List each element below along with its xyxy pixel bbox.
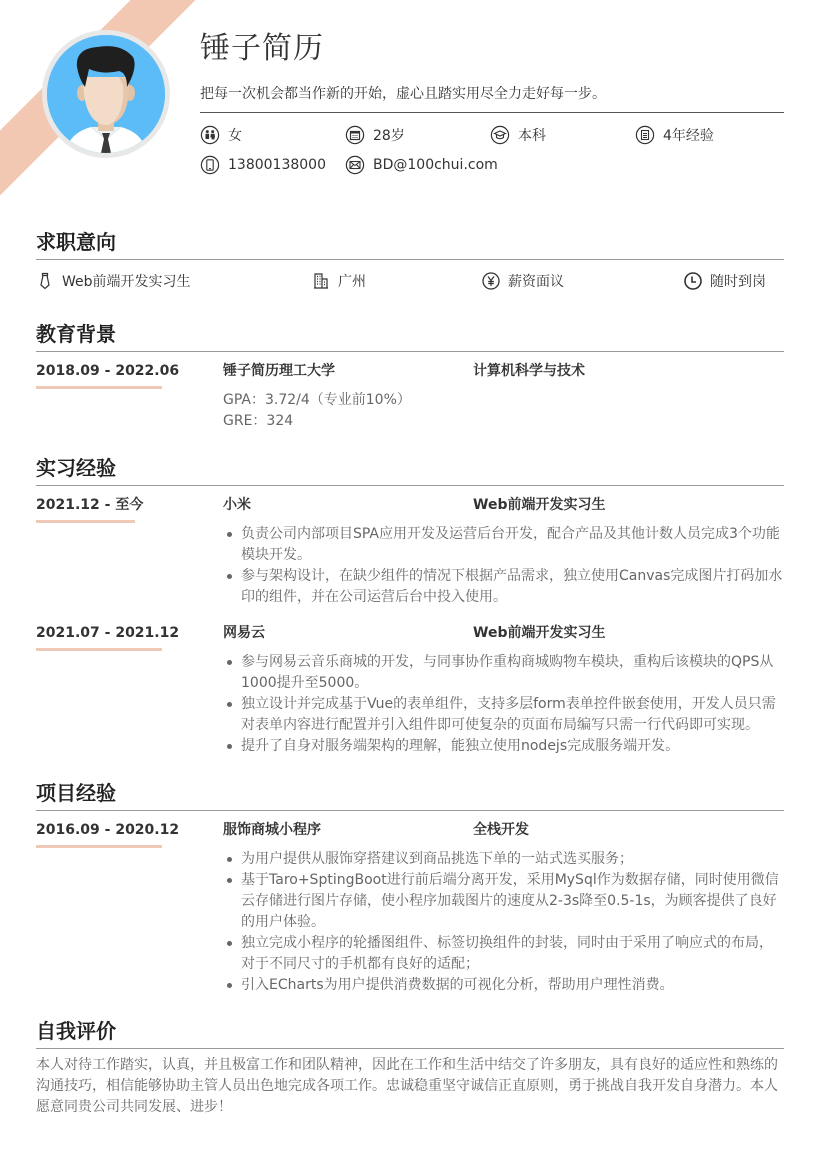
- school-name: 锤子简历理工大学: [223, 363, 335, 379]
- bullet-item: 参与架构设计，在缺少组件的情况下根据产品需求，独立使用Canvas完成图片打码加水印的组件，并在公司运营后台中投入使用。: [223, 566, 784, 608]
- section-divider: [36, 259, 784, 260]
- section-divider: [36, 351, 784, 352]
- section-internship: [36, 454, 784, 757]
- date-underline: [36, 648, 162, 651]
- project-entry: [36, 820, 784, 996]
- date-underline: [36, 520, 135, 523]
- intent-availability: [684, 271, 766, 291]
- section-divider: [36, 1048, 784, 1049]
- job-intent-row: [36, 271, 784, 291]
- date-underline: [36, 845, 162, 848]
- clock-icon: [684, 272, 702, 290]
- section-divider: [36, 485, 784, 486]
- bullet-list: [223, 524, 784, 608]
- age-value: 28岁: [373, 128, 405, 144]
- graduation-cap-icon: [490, 125, 510, 145]
- internship-entry: [36, 495, 784, 608]
- intent-city-value: 广州: [338, 274, 366, 290]
- mail-icon: [345, 155, 365, 175]
- avatar-illustration: [47, 35, 165, 153]
- experience-value: 4年经验: [663, 128, 714, 144]
- intent-position: [36, 271, 312, 291]
- avatar: [42, 30, 170, 158]
- calendar-icon: [345, 125, 365, 145]
- section-job-intent: [36, 228, 784, 291]
- intent-salary: [482, 271, 684, 291]
- section-education: [36, 320, 784, 432]
- info-experience: [635, 125, 784, 145]
- basic-info-grid: [200, 125, 784, 175]
- internship-entry: [36, 623, 784, 757]
- gender-value: 女: [228, 128, 242, 144]
- document-icon: [635, 125, 655, 145]
- entry-date: 2021.12 - 至今: [36, 497, 144, 513]
- self-evaluation-text: 本人对待工作踏实，认真，并且极富工作和团队精神，因此在工作和生活中结交了许多朋友，具有良好的适应性和熟练的沟通技巧，相信能够协助主管人员出色地完成各项工作。忠诚稳重坚守诚信正直原则，勇于挑战自我开发自身潜力。本人愿意同贵公司共同发展、进步！: [36, 1057, 778, 1115]
- info-email: [345, 155, 498, 175]
- role-name: Web前端开发实习生: [473, 625, 606, 641]
- role-name: Web前端开发实习生: [473, 497, 606, 513]
- education-entry: [36, 361, 784, 432]
- building-icon: [312, 272, 330, 290]
- section-title: 项目经验: [36, 781, 116, 805]
- bullet-list: [223, 849, 784, 996]
- section-title: 实习经验: [36, 456, 116, 480]
- resume-header: [200, 28, 784, 175]
- bullet-item: 提升了自身对服务端架构的理解，能独立使用nodejs完成服务端开发。: [223, 736, 784, 757]
- gender-icon: [200, 125, 220, 145]
- bullet-item: 为用户提供从服饰穿搭建议到商品挑选下单的一站式选买服务；: [223, 849, 784, 870]
- resume-name: 锤子简历: [200, 31, 324, 66]
- date-underline: [36, 386, 162, 389]
- bullet-item: 独立完成小程序的轮播图组件、标签切换组件的封装，同时由于采用了响应式的布局，对于不同尺寸的手机都有良好的适配；: [223, 933, 784, 975]
- gpa-detail: GPA：3.72/4（专业前10%）: [223, 392, 411, 408]
- bullet-item: 参与网易云音乐商城的开发，与同事协作重构商城购物车模块，重构后该模块的QPS从1000提升至5000。: [223, 652, 784, 694]
- bullet-item: 基于Taro+SptingBoot进行前后端分离开发，采用MySql作为数据存储，同时使用微信云存储进行图片存储，使小程序加载图片的速度从2-3s降至0.5-1s，为顾客提供了良好的用户体验。: [223, 870, 784, 933]
- phone-value: 13800138000: [228, 157, 326, 173]
- email-value: BD@100chui.com: [373, 157, 498, 173]
- section-projects: [36, 779, 784, 996]
- phone-icon: [200, 155, 220, 175]
- bullet-list: [223, 652, 784, 757]
- degree-value: 本科: [518, 128, 546, 144]
- tie-icon: [36, 272, 54, 290]
- role-name: 全栈开发: [473, 822, 529, 838]
- motto: 把每一次机会都当作新的开始，虚心且踏实用尽全力走好每一步。: [200, 86, 606, 102]
- section-title: 自我评价: [36, 1019, 116, 1043]
- section-divider: [36, 810, 784, 811]
- company-name: 小米: [223, 497, 251, 513]
- intent-city: [312, 271, 482, 291]
- section-title: 教育背景: [36, 322, 116, 346]
- major-name: 计算机科学与技术: [473, 363, 585, 379]
- intent-position-value: Web前端开发实习生: [62, 274, 191, 290]
- section-self-evaluation: [36, 1017, 784, 1118]
- header-divider: [200, 112, 784, 113]
- info-degree: [490, 125, 635, 145]
- bullet-item: 引入ECharts为用户提供消费数据的可视化分析，帮助用户理性消费。: [223, 975, 784, 996]
- bullet-item: 负责公司内部项目SPA应用开发及运营后台开发，配合产品及其他计数人员完成3个功能模块开发。: [223, 524, 784, 566]
- company-name: 网易云: [223, 625, 265, 641]
- gre-detail: GRE：324: [223, 413, 294, 429]
- yen-icon: [482, 272, 500, 290]
- intent-availability-value: 随时到岗: [710, 274, 766, 290]
- info-phone: [200, 155, 345, 175]
- entry-date: 2018.09 - 2022.06: [36, 363, 180, 379]
- project-name: 服饰商城小程序: [223, 822, 321, 838]
- info-gender: [200, 125, 345, 145]
- bullet-item: 独立设计并完成基于Vue的表单组件，支持多层form表单控件嵌套使用，开发人员只需对表单内容进行配置并引入组件即可使复杂的页面布局编写只需一行代码即可实现。: [223, 694, 784, 736]
- section-title: 求职意向: [36, 230, 116, 254]
- entry-date: 2016.09 - 2020.12: [36, 822, 180, 838]
- intent-salary-value: 薪资面议: [508, 274, 564, 290]
- info-age: [345, 125, 490, 145]
- entry-date: 2021.07 - 2021.12: [36, 625, 180, 641]
